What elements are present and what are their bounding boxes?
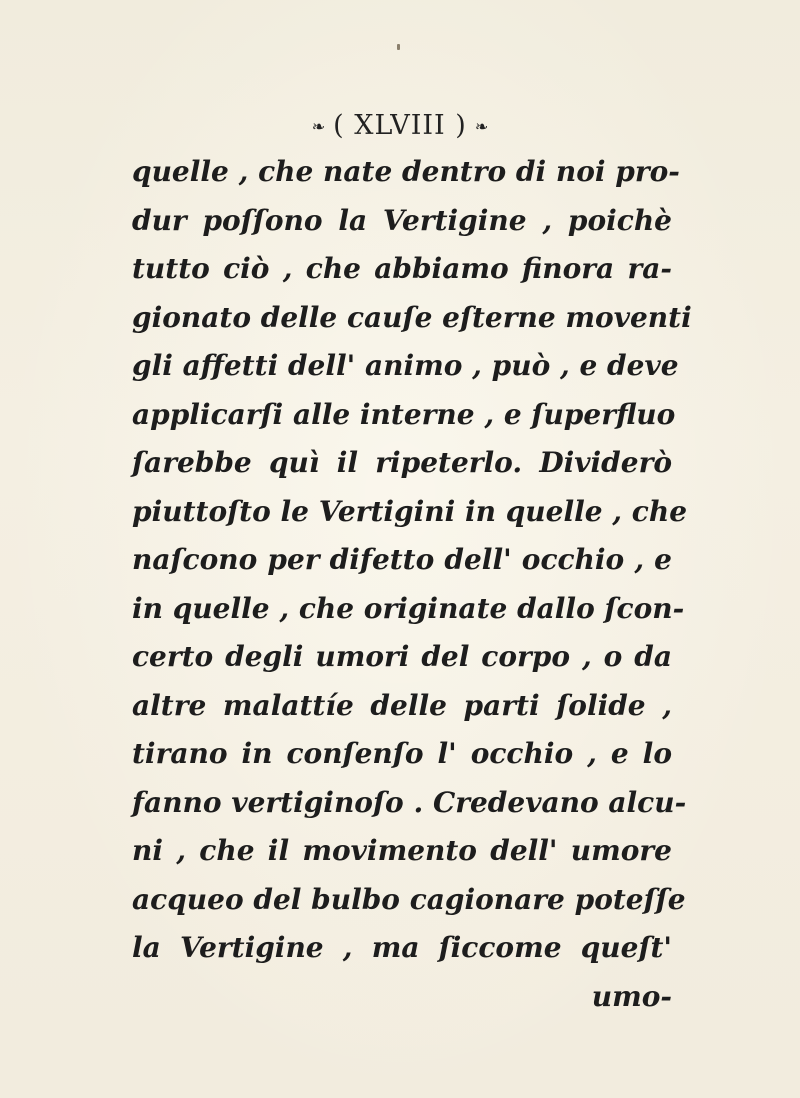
text-line: certo degli umori del corpo , o da — [132, 640, 672, 673]
text-line: altre malattíe delle parti ſolide , — [132, 688, 672, 722]
text-line: gli affetti dell' animo , può , e deve — [132, 349, 679, 382]
text-line: in quelle , che originate dallo ſcon- — [132, 591, 685, 625]
page-number: ( XLVIII ) — [333, 110, 467, 141]
body-text — [132, 148, 692, 1021]
text-line: tutto ciò , che abbiamo finora ra- — [132, 252, 672, 285]
right-ornament-icon: ❧ — [474, 117, 489, 136]
page-header — [0, 110, 800, 141]
text-line: tirano in conſenſo l' occhio , e lo — [132, 737, 672, 770]
text-line: fanno vertiginoſo . Credevano alcu- — [132, 785, 687, 819]
text-line: quelle , che nate dentro di noi pro- — [132, 155, 680, 188]
text-line: dur poſſono la Vertigine , poichè — [132, 203, 672, 237]
text-line: acqueo del bulbo cagionare poteſſe — [132, 882, 686, 916]
text-line: ſarebbe quì il ripeterlo. Dividerò — [132, 446, 672, 479]
catchword: umo- — [591, 979, 672, 1013]
ink-speck — [397, 44, 400, 50]
left-ornament-icon: ❧ — [311, 117, 326, 136]
text-line: piuttoſto le Vertigini in quelle , che — [132, 494, 688, 528]
text-line: naſcono per difetto dell' occhio , e — [132, 543, 672, 576]
text-line: applicarſi alle interne , e ſuperfluo — [132, 397, 676, 431]
text-line: la Vertigine , ma ſiccome queſt' — [132, 931, 672, 964]
text-line: gionato delle cauſe eſterne moventi — [132, 300, 692, 334]
text-line: ni , che il movimento dell' umore — [132, 834, 672, 867]
